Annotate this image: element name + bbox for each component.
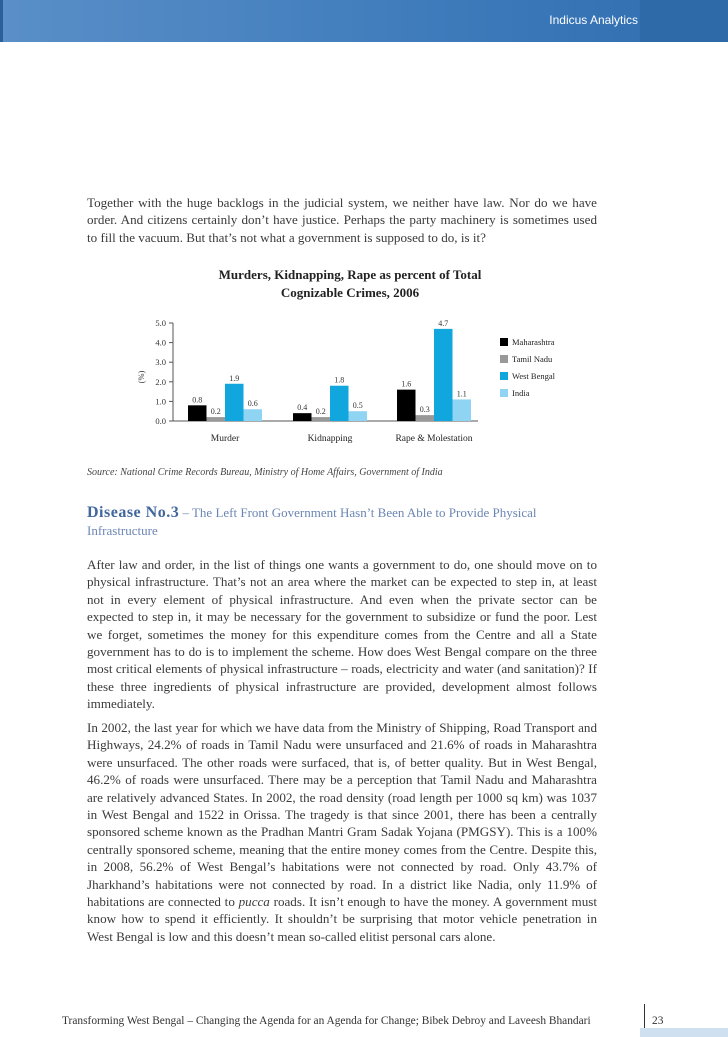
bar-value-label: 0.5 <box>352 401 363 411</box>
bar-west-bengal <box>434 329 453 421</box>
legend-swatch <box>500 355 508 363</box>
crime-bar-chart <box>0 300 728 460</box>
legend-swatch <box>500 389 508 397</box>
y-tick-label: 2.0 <box>155 376 166 387</box>
bar-tamil-nadu <box>416 415 435 421</box>
bar-india <box>244 409 263 421</box>
bar-value-label: 1.1 <box>456 389 467 399</box>
header-accent-line <box>0 0 3 42</box>
bar-value-label: 1.6 <box>401 379 412 389</box>
x-category-label: Rape & Molestation <box>395 434 473 444</box>
bar-value-label: 1.9 <box>229 373 240 383</box>
y-tick-label: 0.0 <box>155 416 166 426</box>
chart-title <box>150 266 550 302</box>
bar-west-bengal <box>225 384 244 421</box>
section-subtitle: – The Left Front Government Hasn’t Been Able to Provide Physical Infrastructure <box>87 505 537 538</box>
legend-label: West Bengal <box>512 371 555 381</box>
pucca-emphasis: pucca <box>238 894 270 910</box>
footer-accent <box>640 1028 728 1037</box>
y-tick-label: 3.0 <box>155 357 166 368</box>
x-category-label: Murder <box>210 434 240 444</box>
chart-title-line-1: Murders, Kidnapping, Rape as percent of Total <box>218 267 482 282</box>
bar-west-bengal <box>330 386 349 421</box>
bar-tamil-nadu <box>207 417 226 421</box>
legend-label: Maharashtra <box>512 337 555 347</box>
bar-maharashtra <box>397 390 416 421</box>
bar-value-label: 1.8 <box>334 375 345 385</box>
legend-swatch <box>500 372 508 380</box>
bar-value-label: 0.8 <box>192 395 203 405</box>
x-category-label: Kidnapping <box>307 434 353 444</box>
paragraph-roads <box>87 719 597 945</box>
intro-paragraph: Together with the huge backlogs in the judicial system, we neither have law. Nor do we have order. And citizens certainly don’t have justice. Perhaps the party machinery is sometimes used to fill the vacuum. But that’s not what a government is supposed to do, is it? <box>87 195 597 245</box>
footer-title: Transforming West Bengal – Changing the Agenda for an Agenda for Change; Bibek Debroy and Laveesh Bhandari <box>62 1015 591 1027</box>
chart-source: Source: National Crime Records Bureau, Ministry of Home Affairs, Government of India <box>87 467 443 478</box>
section-title: Disease No.3 <box>87 504 180 521</box>
paragraph-physical-infrastructure: After law and order, in the list of things one wants a government to do, one should move on to physical infrastructure. That’s not an area where the market can be expected to step in, at least not in every element of physical infrastructure. And even when the private sector can be expected to step in, it may be necessary for the government to subsidize or fund the poor. Lest we forget, sometimes the money for this expenditure comes from the Centre and all a State government has to do is to implement the scheme. How does West Bengal compare on the three most critical elements of physical infrastructure – roads, electricity and water (and sanitation)? If these three ingredients of physical infrastructure are provided, development almost follows immediately. <box>87 557 597 712</box>
y-tick-label: 5.0 <box>155 318 166 328</box>
bar-maharashtra <box>188 405 207 421</box>
bar-tamil-nadu <box>312 417 331 421</box>
legend-swatch <box>500 338 508 346</box>
y-tick-label: 4.0 <box>155 337 166 348</box>
y-axis-label: (%) <box>136 370 146 384</box>
legend-label: Tamil Nadu <box>512 354 553 364</box>
bar-value-label: 0.3 <box>419 405 430 415</box>
bar-value-label: 0.2 <box>210 407 221 417</box>
bar-india <box>349 411 368 421</box>
y-tick-label: 1.0 <box>155 396 166 407</box>
section-heading <box>87 504 597 540</box>
chart-title-line-2: Cognizable Crimes, 2006 <box>280 285 420 300</box>
bar-value-label: 0.4 <box>297 403 308 413</box>
legend-label: India <box>512 388 530 398</box>
paragraph-roads-part-1: In 2002, the last year for which we have data from the Ministry of Shipping, Road Transport and Highways, 24.2% of roads in Tamil Nadu were unsurfaced and 21.6% of roads in Maharashtra were unsurfaced. The other roads were surfaced, that is, of better quality. But in West Bengal, 46.2% of roads were unsurfaced. There may be a perception that Tamil Nadu and Maharashtra are relatively advanced States. In 2002, the road density (road length per 1000 sq km) was 1037 in West Bengal and 1522 in Orissa. The tragedy is that since 2001, there has been a centrally sponsored scheme known as the Pradhan Mantri Gram Sadak Yojana (PMGSY). This is a 100% centrally sponsored scheme, meaning that the entire money comes from the Centre. Despite this, in 2008, 56.2% of West Bengal’s habitations were not connected by road. Only 43.7% of Jharkhand’s habitations were not connected by road. In a district like Nadia, only 11.9% of habitations are connected to <box>87 720 597 910</box>
bar-value-label: 4.7 <box>438 318 449 328</box>
bar-value-label: 0.6 <box>247 399 258 409</box>
header-corner-block <box>640 0 728 42</box>
paragraph-roads-part-2: roads. It isn’t enough to have the money. A government must know how to spend it efficiently. It shouldn’t be surprising that motor vehicle penetration in West Bengal is low and this doesn’t mean so-called elitist personal cars alone. <box>87 894 598 944</box>
bar-india <box>453 399 472 421</box>
page-number: 23 <box>652 1015 664 1027</box>
brand-name: Indicus Analytics <box>549 13 638 27</box>
bar-maharashtra <box>293 413 312 421</box>
bar-value-label: 0.2 <box>315 407 326 417</box>
